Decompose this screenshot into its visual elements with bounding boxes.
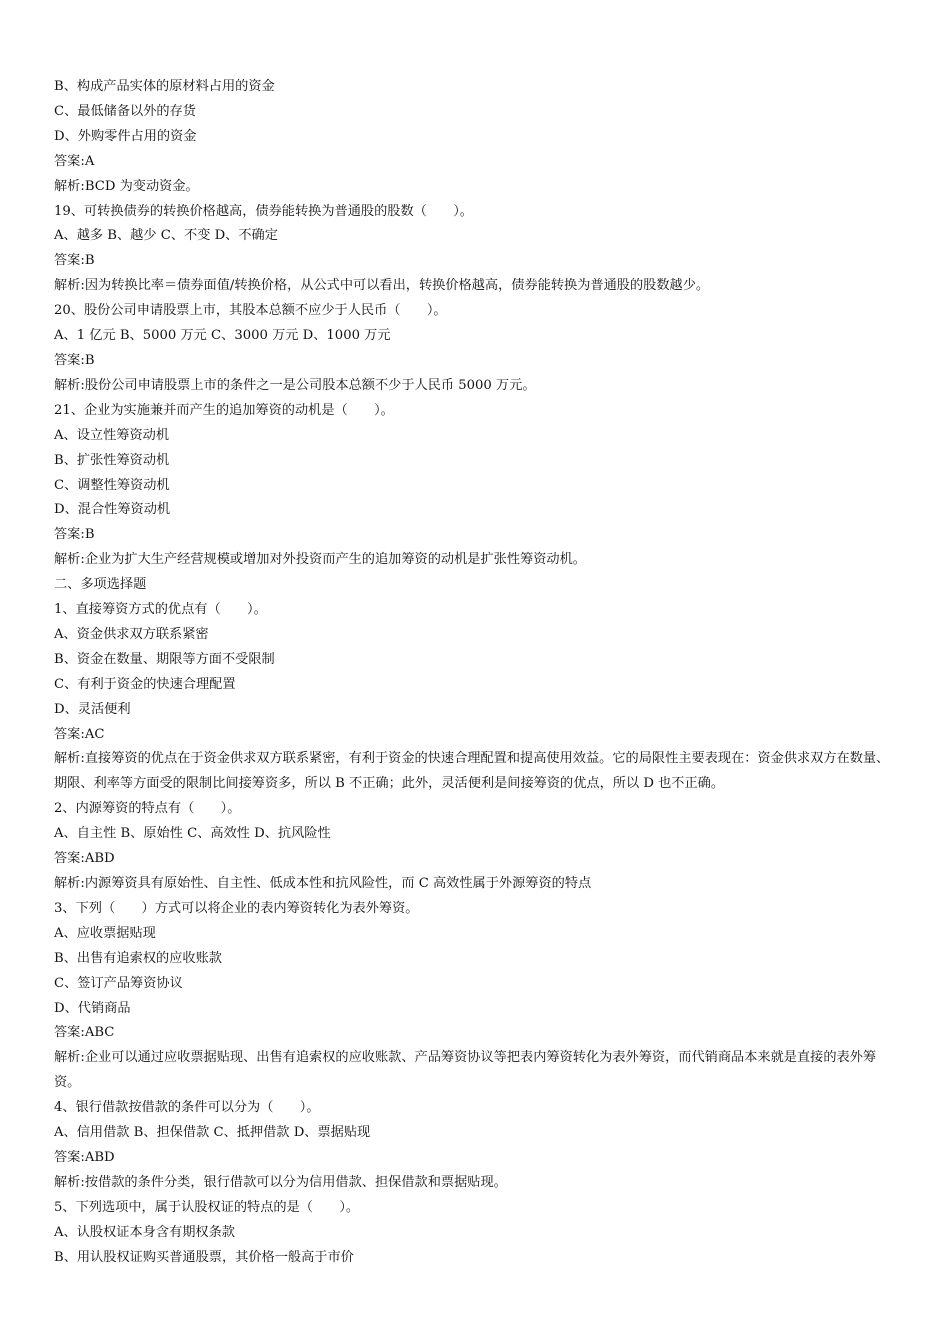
question-m2: 2、内源筹资的特点有（ ）。: [54, 801, 241, 817]
options-m2: A、自主性 B、原始性 C、高效性 D、抗风险性: [54, 826, 331, 842]
explanation-21: 解析:企业为扩大生产经营规模或增加对外投资而产生的追加筹资的动机是扩张性筹资动机。: [54, 552, 586, 568]
question-21: 21、企业为实施兼并而产生的追加筹资的动机是（ ）。: [54, 402, 394, 418]
option-m1-c: C、有利于资金的快速合理配置: [54, 676, 236, 692]
option-21-a: A、设立性筹资动机: [54, 427, 170, 443]
option-m1-a: A、资金供求双方联系紧密: [54, 626, 209, 642]
option-m5-b: B、用认股权证购买普通股票，其价格一般高于市价: [54, 1249, 354, 1265]
answer-line: 答案:A: [54, 153, 95, 169]
explanation-19: 解析:因为转换比率＝债券面值/转换价格，从公式中可以看出，转换价格越高，债券能转换为普通股的股数越少。: [54, 278, 710, 294]
answer-m3: 答案:ABC: [54, 1025, 115, 1041]
question-m5: 5、下列选项中，属于认股权证的特点的是（ ）。: [54, 1199, 360, 1215]
question-m4: 4、银行借款按借款的条件可以分为（ ）。: [54, 1100, 320, 1116]
question-19: 19、可转换债券的转换价格越高，债券能转换为普通股的股数（ ）。: [54, 203, 473, 219]
answer-20: 答案:B: [54, 352, 95, 368]
explanation-m3: 解析:企业可以通过应收票据贴现、出售有追索权的应收账款、产品筹资协议等把表内筹资转化为表外筹资，而代销商品本来就是直接的表外筹资。: [54, 1050, 877, 1091]
question-20: 20、股份公司申请股票上市，其股本总额不应少于人民币（ ）。: [54, 303, 447, 319]
option-m1-b: B、资金在数量、期限等方面不受限制: [54, 651, 275, 667]
answer-m2: 答案:ABD: [54, 851, 115, 867]
option-m3-a: A、应收票据贴现: [54, 925, 156, 941]
answer-m1: 答案:AC: [54, 726, 105, 742]
options-19: A、越多 B、越少 C、不变 D、不确定: [54, 228, 278, 244]
answer-19: 答案:B: [54, 253, 95, 269]
line-b-option: B、构成产品实体的原材料占用的资金: [54, 79, 275, 94]
answer-21: 答案:B: [54, 527, 95, 543]
explanation-20: 解析:股份公司申请股票上市的条件之一是公司股本总额不少于人民币 5000 万元。: [54, 377, 536, 393]
option-m3-c: C、签订产品筹资协议: [54, 975, 183, 991]
document-page: [54, 75, 899, 1271]
explanation-m2: 解析:内源筹资具有原始性、自主性、低成本性和抗风险性，而 C 高效性属于外源筹资的特点: [54, 876, 592, 891]
line-c-option: C、最低储备以外的存货: [54, 103, 196, 119]
explanation-m1: 解析:直接筹资的优点在于资金供求双方联系紧密，有利于资金的快速合理配置和提高使用效益。它的局限性主要表现在：资金供求双方在数量、期限、利率等方面受的限制比间接筹资多，所以 B 不正确；此外，灵活便利是间接筹资的优点，所以 D 也不正确。: [54, 751, 890, 792]
options-m4: A、信用借款 B、担保借款 C、抵押借款 D、票据贴现: [54, 1125, 371, 1141]
question-m3: 3、下列（ ）方式可以将企业的表内筹资转化为表外筹资。: [54, 900, 419, 916]
option-m3-b: B、出售有追索权的应收账款: [54, 950, 222, 966]
question-m1: 1、直接筹资方式的优点有（ ）。: [54, 602, 267, 618]
explanation-line: 解析:BCD 为变动资金。: [54, 178, 199, 194]
option-m1-d: D、灵活便利: [54, 701, 131, 717]
answer-m4: 答案:ABD: [54, 1149, 115, 1165]
options-20: A、1 亿元 B、5000 万元 C、3000 万元 D、1000 万元: [54, 328, 391, 344]
section-heading-multiple-choice: 二、多项选择题: [54, 577, 147, 593]
explanation-m4: 解析:按借款的条件分类，银行借款可以分为信用借款、担保借款和票据贴现。: [54, 1174, 507, 1190]
option-21-d: D、混合性筹资动机: [54, 502, 171, 518]
line-d-option: D、外购零件占用的资金: [54, 128, 197, 144]
option-21-c: C、调整性筹资动机: [54, 477, 170, 493]
option-m5-a: A、认股权证本身含有期权条款: [54, 1224, 235, 1240]
option-21-b: B、扩张性筹资动机: [54, 452, 170, 468]
option-m3-d: D、代销商品: [54, 1000, 131, 1016]
